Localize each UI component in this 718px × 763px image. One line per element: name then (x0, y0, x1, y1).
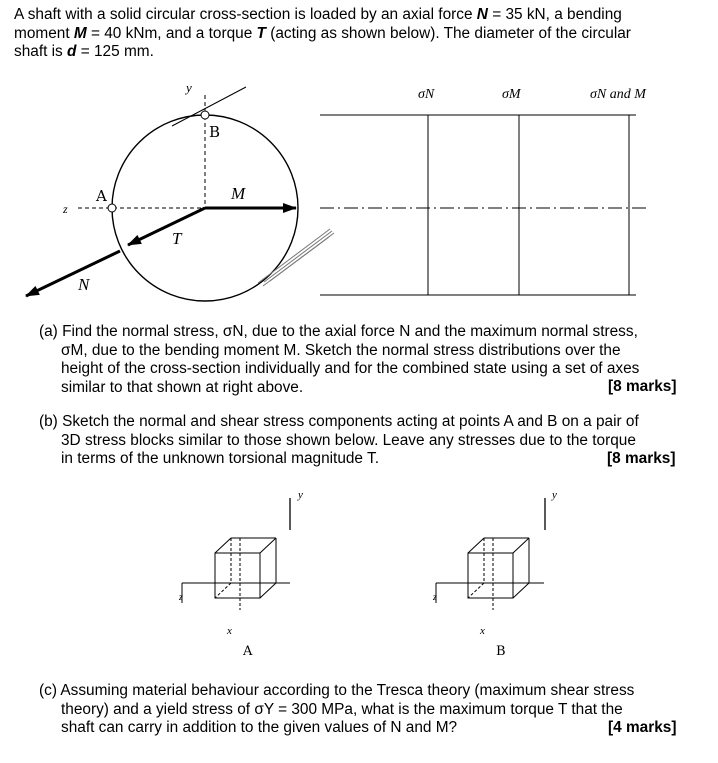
part-c-marks: [4 marks] (608, 719, 677, 736)
point-a-label: A (96, 187, 107, 205)
torque-arrow (128, 208, 205, 245)
stress-axes-frame (320, 115, 636, 295)
moment-label: M (231, 184, 246, 203)
y-axis-label: y (186, 80, 192, 95)
block-a-x-label: x (227, 625, 232, 637)
point-b-marker (201, 111, 209, 119)
point-a-marker (108, 204, 116, 212)
shaft-side-hatch (258, 229, 334, 286)
part-a-marks: [8 marks] (608, 378, 677, 395)
block-a-y-label: y (298, 489, 303, 501)
sigma-m-header: σM (502, 87, 521, 102)
sigma-n-header: σN (418, 87, 435, 102)
stress-block-b (436, 498, 545, 610)
shaft-cross-section-figure (0, 70, 718, 310)
block-b-x-label: x (480, 625, 485, 637)
block-b-z-label: z (433, 592, 437, 603)
stress-blocks-figure (0, 478, 718, 668)
block-a-z-label: z (179, 592, 183, 603)
torque-label: T (172, 229, 182, 248)
block-b-label: B (496, 644, 506, 659)
intro-line-2: moment M = 40 kNm, and a torque T (acting as shown below). The diameter of the circular (14, 24, 631, 42)
block-b-y-label: y (552, 489, 557, 501)
block-a-label: A (243, 644, 253, 659)
intro-paragraph (14, 6, 704, 62)
z-axis-label: z (63, 202, 68, 216)
stress-block-a (182, 498, 290, 610)
intro-line-3: shaft is d = 125 mm. (14, 43, 154, 60)
force-arrow (26, 251, 120, 296)
intro-line-1: A shaft with a solid circular cross-section is loaded by an axial force N = 35 kN, a bending (14, 6, 622, 23)
point-b-label: B (209, 123, 221, 141)
part-b-text: (b) Sketch the normal and shear stress components acting at points A and B on a pair of 3D stress blocks similar to those shown below. Leave any stresses due to the torque in terms of the unknown torsional magnitude T. (39, 413, 639, 467)
part-b-marks: [8 marks] (607, 450, 676, 467)
sigma-nm-header: σN and M (590, 87, 646, 102)
force-label: N (78, 275, 90, 294)
part-a-text: (a) Find the normal stress, σN, due to the axial force N and the maximum normal stress, σM, due to the bending moment M. Sketch the normal stress distributions over the height of the cross-section individually and for the combined state using a set of axes similar to that shown at right above. (39, 323, 640, 396)
part-c-text: (c) Assuming material behaviour according to the Tresca theory (maximum shear stress theory) and a yield stress of σY = 300 MPa, what is the maximum torque T that the shaft can carry in addition to the given values of N and M? (39, 682, 635, 736)
